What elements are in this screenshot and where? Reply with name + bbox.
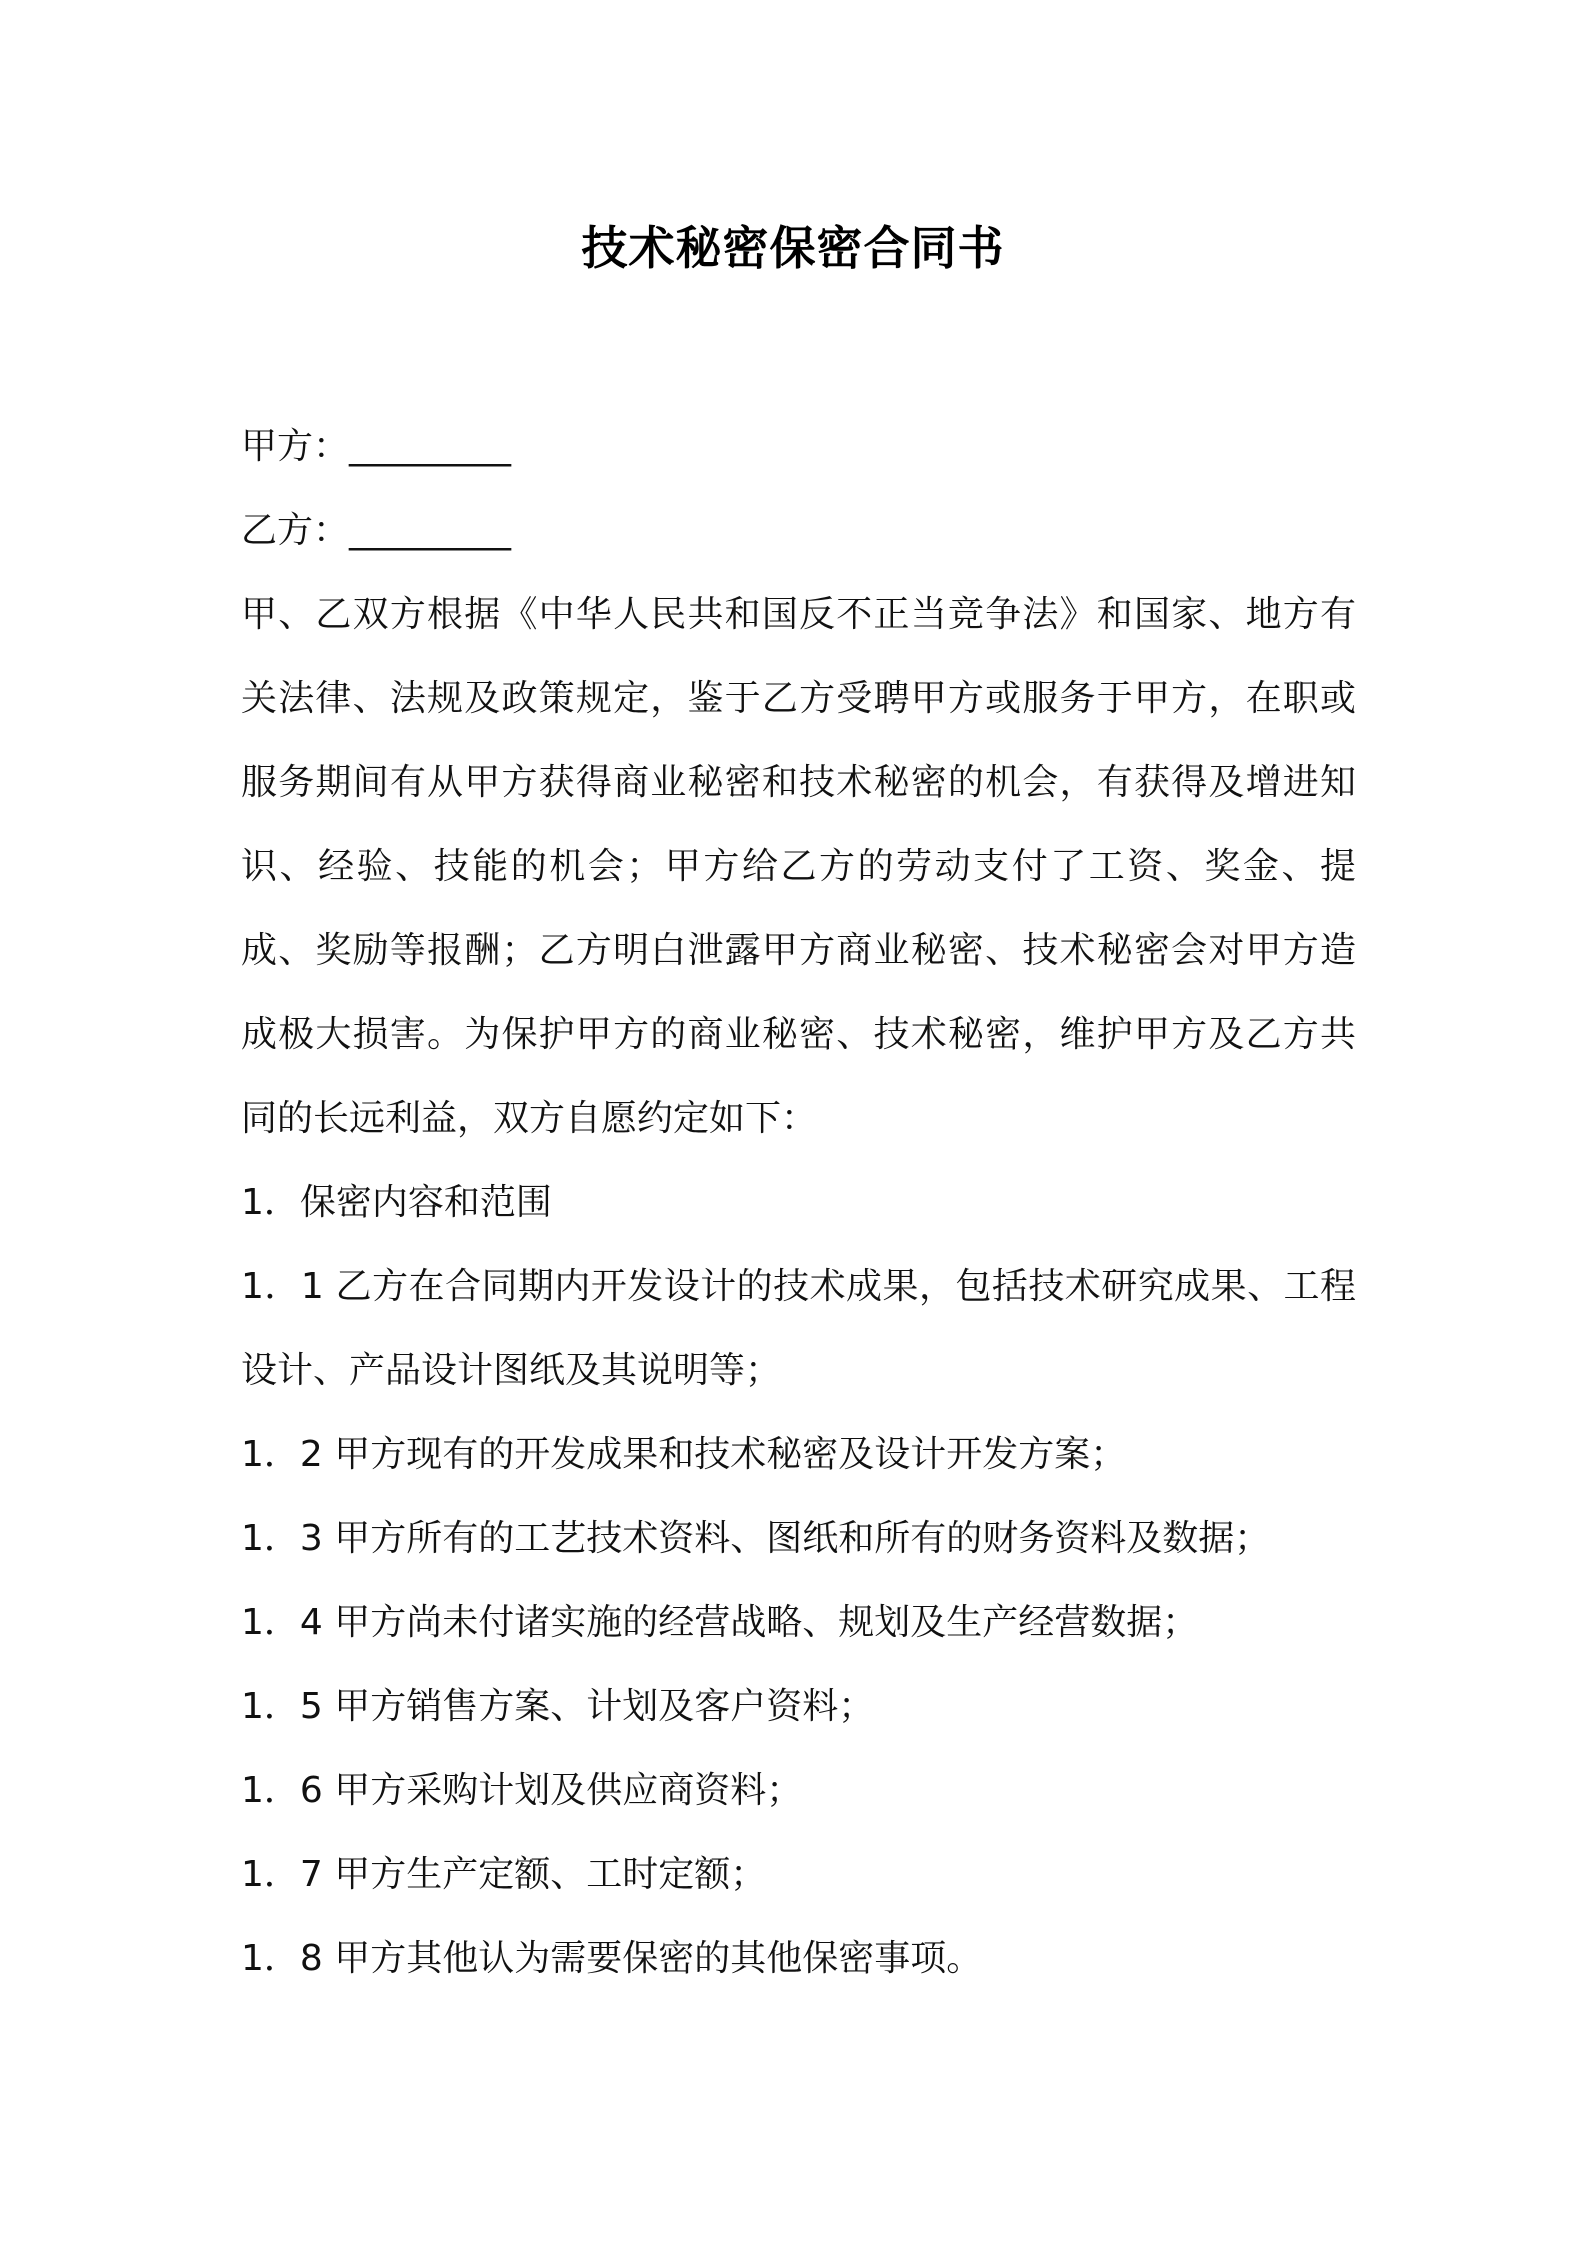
- clause-item: 1．7 甲方生产定额、工时定额；: [241, 1854, 767, 1895]
- clause-item: 1．5 甲方销售方案、计划及客户资料；: [241, 1686, 875, 1727]
- clause-item: 1．8 甲方其他认为需要保密的其他保密事项。: [241, 1938, 983, 1979]
- document-body: [241, 405, 1356, 2001]
- party-b-line: 乙方：_________: [241, 510, 512, 551]
- clause-item: 1．4 甲方尚未付诸实施的经营战略、规划及生产经营数据；: [241, 1602, 1199, 1643]
- document-title: 技术秘密保密合同书: [581, 221, 1005, 275]
- clause-item: 1．2 甲方现有的开发成果和技术秘密及设计开发方案；: [241, 1434, 1127, 1475]
- clause-item: 1．3 甲方所有的工艺技术资料、图纸和所有的财务资料及数据；: [241, 1518, 1271, 1559]
- section-heading: 1．保密内容和范围: [241, 1182, 552, 1223]
- clause-item: 1．1 乙方在合同期内开发设计的技术成果，包括技术研究成果、工程设计、产品设计图纸及其说明等；: [241, 1266, 1356, 1391]
- party-a-line: 甲方：_________: [241, 426, 512, 467]
- preamble-paragraph: 甲、乙双方根据《中华人民共和国反不正当竞争法》和国家、地方有关法律、法规及政策规定，鉴于乙方受聘甲方或服务于甲方，在职或服务期间有从甲方获得商业秘密和技术秘密的机会，有获得及增进知识、经验、技能的机会；甲方给乙方的劳动支付了工资、奖金、提成、奖励等报酬；乙方明白泄露甲方商业秘密、技术秘密会对甲方造成极大损害。为保护甲方的商业秘密、技术秘密，维护甲方及乙方共同的长远利益，双方自愿约定如下：: [241, 594, 1356, 1139]
- clause-item: 1．6 甲方采购计划及供应商资料；: [241, 1770, 803, 1811]
